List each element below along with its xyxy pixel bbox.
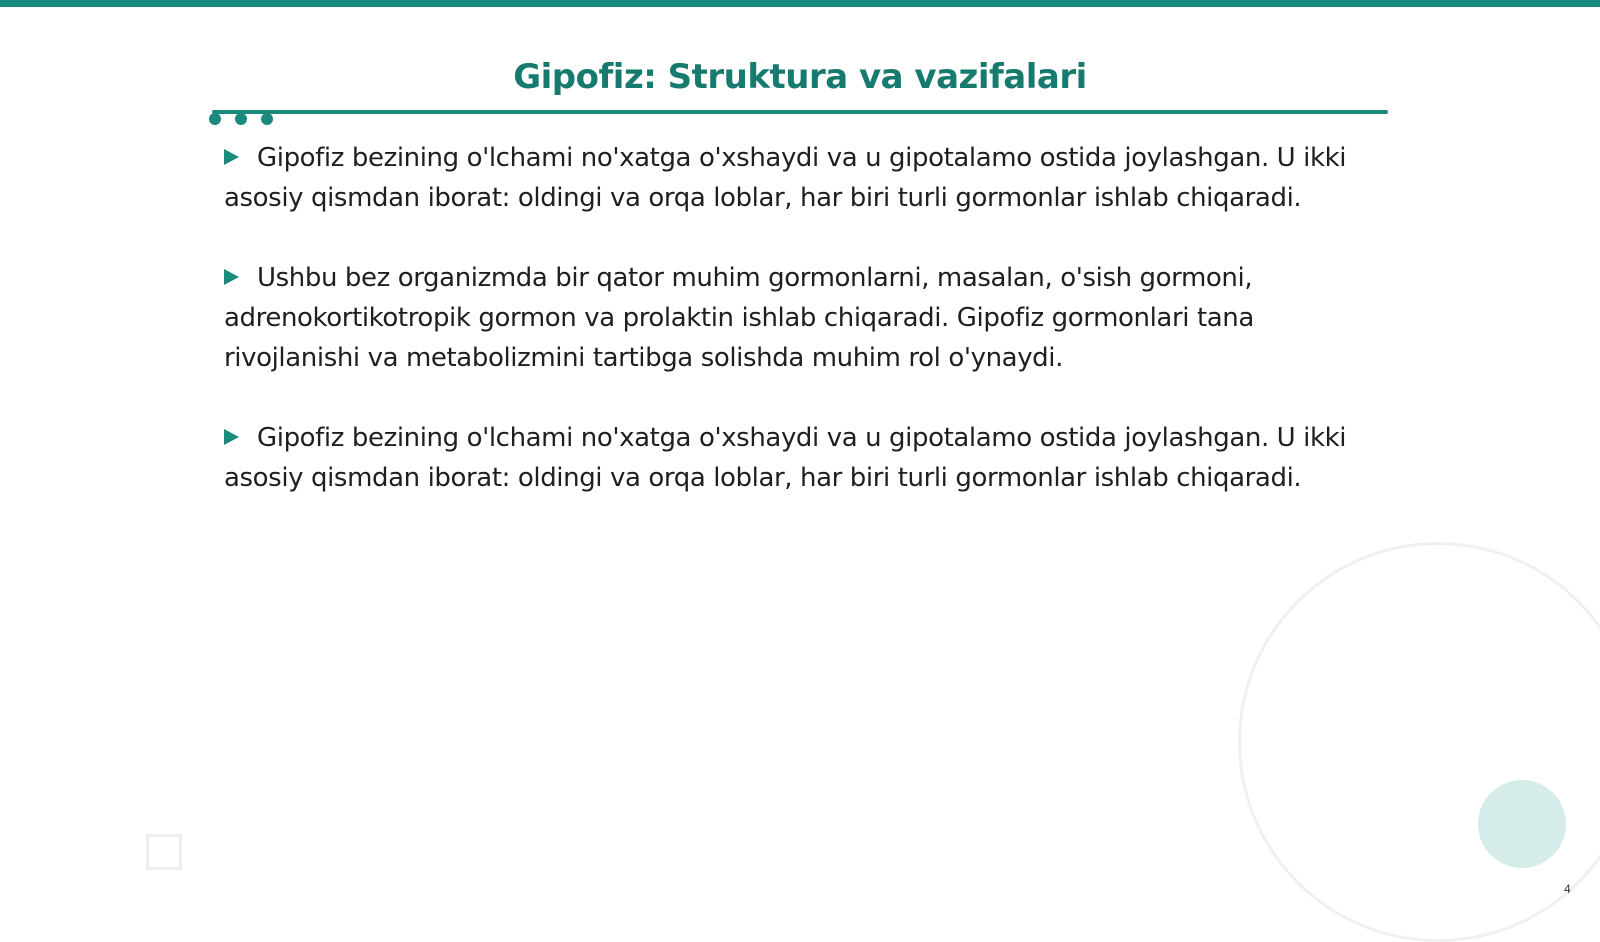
bullet-text: Gipofiz bezining o'lchami no'xatga o'xshaydi va u gipotalamo ostida joylashgan. U ikki asosiy qismdan iborat: oldingi va orqa loblar, har biri turli gormonlar ishlab chiqaradi. — [224, 143, 1347, 213]
underline-dot — [209, 113, 221, 125]
top-accent-bar — [0, 0, 1600, 7]
triangle-right-icon — [224, 269, 239, 285]
triangle-right-icon — [224, 429, 239, 445]
bullet-text: Gipofiz bezining o'lchami no'xatga o'xshaydi va u gipotalamo ostida joylashgan. U ikki asosiy qismdan iborat: oldingi va orqa loblar, har biri turli gormonlar ishlab chiqaradi. — [224, 423, 1347, 493]
page-number: 4 — [1564, 882, 1571, 896]
bullet-text: Ushbu bez organizmda bir qator muhim gormonlarni, masalan, o'sish gormoni, adrenokortikotropik gormon va prolaktin ishlab chiqaradi. Gipofiz gormonlari tana rivojlanishi va metabolizmini tartibga solishda muhim rol o'ynaydi. — [224, 263, 1254, 373]
decorative-circle — [1238, 542, 1600, 942]
bullet-list — [224, 138, 1374, 538]
decorative-square — [146, 834, 182, 870]
decorative-dot — [1478, 780, 1566, 868]
underline-dot — [261, 113, 273, 125]
slide-title: Gipofiz: Struktura va vazifalari — [513, 57, 1087, 97]
underline-dot — [235, 113, 247, 125]
bullet-item — [224, 258, 1374, 378]
bullet-item — [224, 138, 1374, 218]
title-underline — [212, 110, 1388, 114]
bullet-item — [224, 418, 1374, 498]
triangle-right-icon — [224, 149, 239, 165]
